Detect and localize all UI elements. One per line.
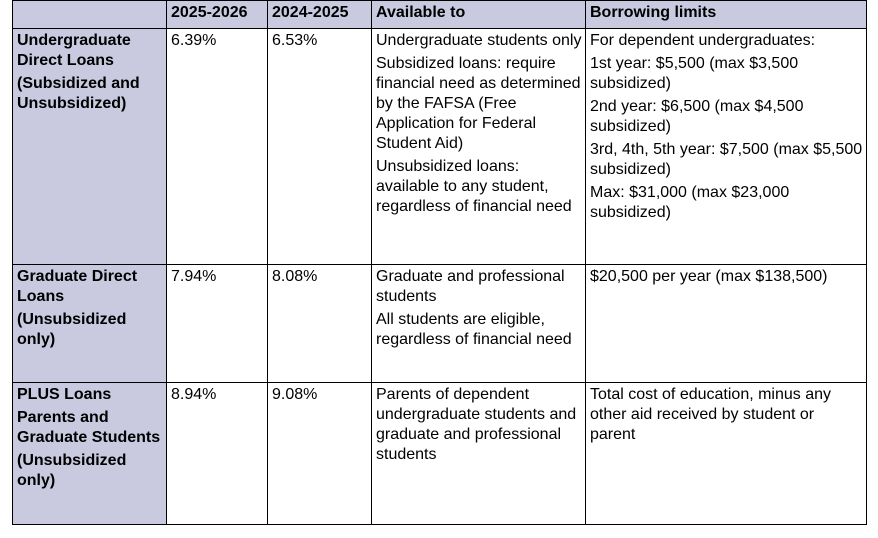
loan-name-line: PLUS Loans bbox=[17, 386, 112, 403]
header-row bbox=[13, 1, 867, 29]
loan-name-plus bbox=[13, 383, 167, 525]
borrowing-limits-cell bbox=[586, 383, 867, 525]
table-row bbox=[13, 265, 867, 383]
table-row bbox=[13, 29, 867, 265]
loan-name-line: Graduate Direct Loans bbox=[17, 268, 138, 305]
borrowing-limits-cell bbox=[586, 29, 867, 265]
available-to-text: All students are eligible, regardless of financial need bbox=[376, 311, 572, 348]
loan-name-line: (Subsidized and Unsubsidized) bbox=[17, 75, 140, 112]
rate-2024-2025: 6.53% bbox=[268, 29, 372, 265]
available-to-text: Subsidized loans: require financial need as determined by the FAFSA (Free Application for Federal Student Aid) bbox=[376, 55, 581, 152]
borrowing-limit-text: 3rd, 4th, 5th year: $7,500 (max $5,500 subsidized) bbox=[590, 141, 863, 178]
available-to-text: Unsubsidized loans: available to any student, regardless of financial need bbox=[376, 158, 572, 215]
loan-name-line: (Unsubsidized only) bbox=[17, 452, 127, 489]
borrowing-limit-text: 1st year: $5,500 (max $3,500 subsidized) bbox=[590, 55, 799, 92]
borrowing-limits-cell bbox=[586, 265, 867, 383]
available-to-cell bbox=[372, 265, 586, 383]
header-borrowing-limits: Borrowing limits bbox=[586, 1, 867, 29]
table-row bbox=[13, 383, 867, 525]
rate-2025-2026: 7.94% bbox=[167, 265, 268, 383]
available-to-text: Parents of dependent undergraduate students and graduate and professional students bbox=[376, 386, 577, 463]
available-to-cell bbox=[372, 383, 586, 525]
borrowing-limit-text: Max: $31,000 (max $23,000 subsidized) bbox=[590, 184, 790, 221]
header-2024-2025: 2024-2025 bbox=[268, 1, 372, 29]
header-2025-2026: 2025-2026 bbox=[167, 1, 268, 29]
borrowing-limit-text: 2nd year: $6,500 (max $4,500 subsidized) bbox=[590, 98, 804, 135]
loan-name-line: Parents and Graduate Students bbox=[17, 409, 161, 446]
header-available-to: Available to bbox=[372, 1, 586, 29]
available-to-text: Graduate and professional students bbox=[376, 268, 565, 305]
rate-2024-2025: 9.08% bbox=[268, 383, 372, 525]
rate-2025-2026: 6.39% bbox=[167, 29, 268, 265]
rate-2024-2025: 8.08% bbox=[268, 265, 372, 383]
loan-name-graduate bbox=[13, 265, 167, 383]
borrowing-limit-text: For dependent undergraduates: bbox=[590, 32, 816, 49]
header-cell-blank bbox=[13, 1, 167, 29]
loan-name-line: (Unsubsidized only) bbox=[17, 311, 127, 348]
borrowing-limit-text: Total cost of education, minus any other aid received by student or parent bbox=[590, 386, 832, 443]
loan-comparison-table bbox=[12, 0, 867, 525]
available-to-text: Undergraduate students only bbox=[376, 32, 582, 49]
loan-name-line: Undergraduate Direct Loans bbox=[17, 32, 131, 69]
available-to-cell bbox=[372, 29, 586, 265]
rate-2025-2026: 8.94% bbox=[167, 383, 268, 525]
borrowing-limit-text: $20,500 per year (max $138,500) bbox=[590, 268, 828, 285]
loan-name-undergraduate bbox=[13, 29, 167, 265]
